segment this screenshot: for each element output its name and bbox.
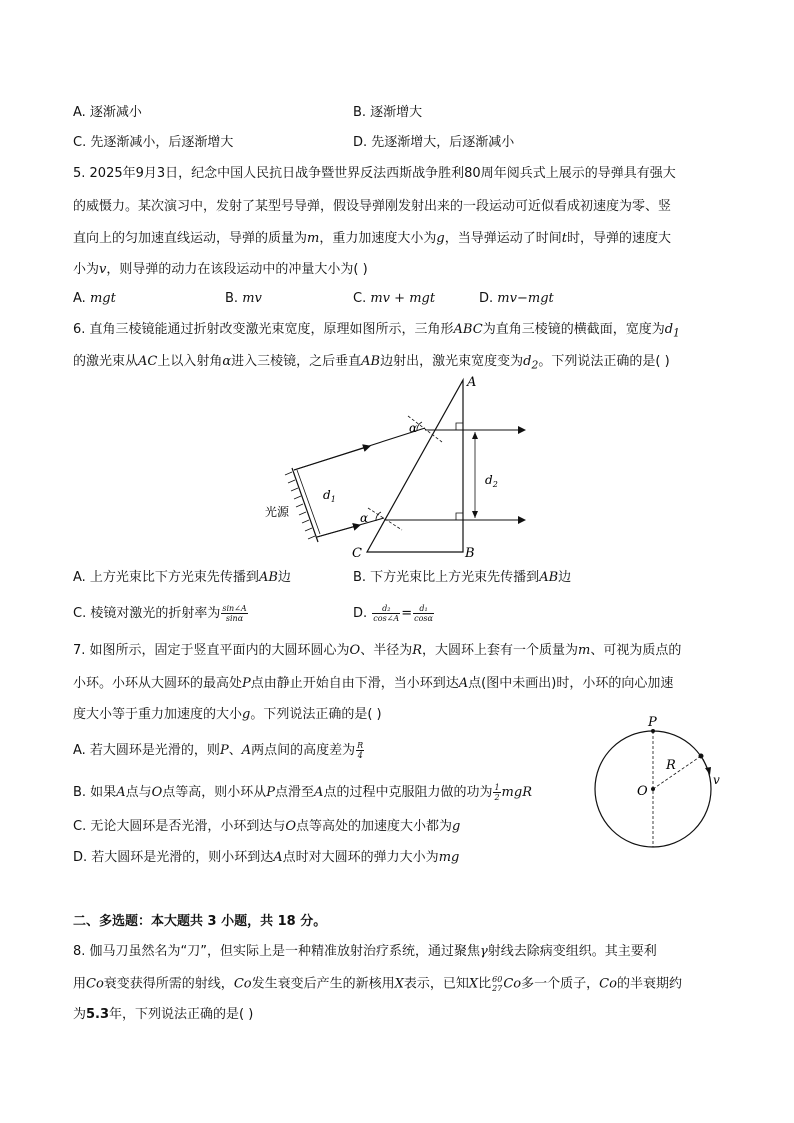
- q8-var: Co: [503, 976, 522, 992]
- q8-text: 用: [73, 976, 87, 992]
- q7-stem-line2: [73, 675, 673, 693]
- q5-var-g: g: [436, 231, 445, 246]
- q6-option-a: [73, 569, 291, 587]
- mass-number: 60: [492, 975, 503, 984]
- q6-var-ab: AB: [258, 570, 278, 585]
- q5-option-a: [73, 290, 116, 308]
- q7-var: R: [412, 643, 423, 658]
- fraction: [372, 604, 400, 623]
- q7-text: 度大小等于重力加速度的大小: [73, 707, 243, 722]
- q6-var-d1: d: [664, 322, 674, 337]
- q5-stem-line2: 的威慑力。某次演习中，发射了某型号导弹，假设导弹刚发射出来的一段运动可近似看成初速度为零、竖: [73, 199, 672, 214]
- fraction-numerator: sin∠A: [222, 604, 247, 613]
- q7-text: 点与: [125, 785, 152, 800]
- q6-var-sub: 1: [673, 326, 680, 340]
- q6-text: B. 下方光束比上方光束先传播到: [353, 570, 540, 585]
- radius-line: [653, 756, 701, 789]
- q8-text: 发生衰变后产生的新核用: [251, 976, 395, 992]
- q8-stem-line1: [73, 943, 657, 961]
- q7-var: O: [151, 785, 163, 800]
- q5-var-v: v: [99, 262, 107, 277]
- upper-right-angle: [456, 423, 463, 430]
- q6-text: 的激光束从: [73, 354, 139, 369]
- q7-stem-line1: [73, 642, 681, 660]
- q7-text: 。下列说法正确的是( ): [250, 707, 382, 722]
- q7-text: 点时对大圆环的弹力大小为: [282, 850, 439, 865]
- q5-stem-line3: [73, 230, 671, 248]
- q7-text: 点等高处的加速度大小都为: [296, 819, 453, 834]
- small-ring: [699, 754, 704, 759]
- q8-var: γ: [480, 944, 488, 959]
- q7-stem-line3: [73, 706, 382, 724]
- q8-text: 比: [478, 976, 492, 992]
- q6-var-ac: AC: [138, 354, 158, 369]
- q7-option-d: [73, 849, 459, 867]
- q7-text: 、: [228, 743, 242, 758]
- vertex-b-label: B: [465, 546, 475, 561]
- q6-text: 边: [558, 570, 572, 585]
- q8-var: Co: [233, 976, 252, 992]
- option-formula: mv−mgt: [497, 291, 554, 306]
- velocity-arrowhead: [705, 767, 711, 775]
- vertex-a-label: A: [467, 375, 477, 390]
- q6-option-b: [353, 569, 571, 587]
- q4-option-a: A. 逐渐减小: [73, 105, 142, 120]
- q6-text: 6. 直角三棱镜能通过折射改变激光束宽度，原理如图所示，三角形: [73, 322, 454, 337]
- lower-alpha-label: α: [360, 511, 369, 525]
- q7-text: 7. 如图所示，固定于竖直平面内的大圆环圆心为: [73, 643, 350, 658]
- q7-var: mgR: [501, 785, 532, 800]
- fraction-denominator: cos∠A: [373, 614, 400, 623]
- q6-text: 。下列说法正确的是( ): [538, 354, 670, 369]
- vertex-c-label: C: [352, 546, 362, 561]
- d2-arrowhead-bottom: [472, 511, 478, 518]
- option-label: B.: [225, 291, 239, 306]
- q5-text: ，则导弹的动力在该段运动中的冲量大小为( ): [106, 262, 368, 277]
- q6-text: 为直角三棱镜的横截面，宽度为: [482, 322, 665, 337]
- fraction-numerator: 1: [494, 783, 500, 792]
- q4-option-c: C. 先逐渐减小，后逐渐增大: [73, 135, 234, 150]
- q6-var-abc: ABC: [453, 322, 483, 337]
- q7-text: 点等高，则小环从: [162, 785, 267, 800]
- q8-text: 的半衰期约: [616, 976, 682, 992]
- q7-text: A. 若大圆环是光滑的，则: [73, 743, 220, 758]
- q7-text: D. 若大圆环是光滑的，则小环到达: [73, 850, 274, 865]
- fraction-numerator: d₁: [413, 604, 434, 614]
- upper-alpha-label: α: [409, 421, 418, 435]
- section-multiple-choice-heading: 二、多选题：本大题共 3 小题，共 18 分。: [73, 914, 327, 929]
- fraction-denominator: 2: [494, 793, 500, 802]
- q5-stem-line1: 5. 2025年9月3日，纪念中国人民抗日战争暨世界反法西斯战争胜利80周年阅兵式上展示的导弹具有强大: [73, 166, 676, 181]
- q5-stem-line4: [73, 261, 368, 279]
- q7-text: 点的过程中克服阻力做的功为: [323, 785, 493, 800]
- q7-option-b: [73, 783, 532, 802]
- q7-text: 、可视为质点的: [590, 643, 682, 658]
- d1-label: $d_1$: [323, 488, 336, 504]
- q6-text: A. 上方光束比下方光束先传播到: [73, 570, 259, 585]
- q7-var: P: [219, 743, 229, 758]
- q8-var: X: [394, 976, 404, 992]
- q8-var: Co: [599, 976, 617, 992]
- q6-option-c: [73, 604, 249, 623]
- q8-text: 为: [73, 1007, 87, 1022]
- q8-text: 8. 伽马刀虽然名为“刀”，但实际上是一种精准放射治疗系统，通过聚焦: [73, 944, 481, 959]
- light-source-hatch: [285, 472, 315, 539]
- q5-option-c: [353, 290, 435, 308]
- q7-var: m: [578, 643, 591, 658]
- fraction: [356, 741, 364, 760]
- fraction-numerator: d₂: [372, 604, 400, 614]
- q7-text: ，大圆环上套有一个质量为: [422, 643, 579, 658]
- q7-var: A: [458, 676, 469, 691]
- q5-text: 小为: [73, 262, 100, 277]
- d2-label: $d_2$: [485, 473, 498, 489]
- q7-var: P: [242, 676, 251, 691]
- velocity-label: v: [713, 773, 720, 787]
- q7-var: mg: [438, 850, 460, 865]
- q6-var-ab: AB: [539, 570, 559, 585]
- q8-text: 年，下列说法正确的是( ): [109, 1007, 254, 1022]
- equals: =: [401, 606, 413, 621]
- fraction-denominator: cosα: [414, 614, 433, 623]
- q4-option-b: B. 逐渐增大: [353, 105, 423, 120]
- q6-var-ab: AB: [361, 354, 381, 369]
- point-p-label: P: [648, 715, 657, 730]
- option-label: A.: [73, 291, 86, 306]
- q7-option-a: [73, 741, 365, 760]
- q8-var: X: [468, 976, 479, 992]
- lower-ray-arrow: [317, 525, 360, 537]
- q7-text: 、半径为: [360, 643, 413, 658]
- light-source-label: 光源: [265, 505, 290, 519]
- q6-text: 边射出，激光束宽度变为: [380, 354, 524, 369]
- center-point: [651, 787, 655, 791]
- q6-text: C. 棱镜对激光的折射率为: [73, 606, 221, 621]
- q7-var: g: [452, 819, 461, 834]
- prism-diagram: [260, 372, 530, 564]
- fraction: [413, 604, 434, 623]
- q7-option-c: [73, 818, 460, 836]
- upper-ray-arrow: [294, 446, 370, 470]
- q8-stem-line3: [73, 1006, 253, 1024]
- fraction-numerator: R: [357, 741, 364, 750]
- q7-text: 点滑至: [275, 785, 315, 800]
- lower-normal: [368, 508, 402, 530]
- q8-var: Co: [86, 976, 104, 992]
- q4-option-d: D. 先逐渐增大，后逐渐减小: [353, 135, 515, 150]
- fraction: [493, 783, 500, 802]
- q8-text: 射线去除病变组织。其主要利: [487, 944, 657, 959]
- option-label: D.: [353, 606, 368, 621]
- q7-text: 两点间的高度差为: [251, 743, 356, 758]
- prism-triangle: [367, 380, 463, 552]
- q8-text: 表示，已知: [403, 976, 469, 992]
- point-o-label: O: [637, 784, 648, 799]
- q7-text: B. 如果: [73, 785, 117, 800]
- q7-text: 点(图中未画出)时，小环的向心加速: [468, 676, 674, 691]
- q7-var: A: [116, 785, 126, 800]
- q7-var: O: [285, 819, 297, 834]
- option-formula: mv: [242, 291, 262, 306]
- q7-text: 点由静止开始自由下滑，当小环到达: [250, 676, 459, 691]
- q5-var-m: m: [307, 231, 320, 246]
- q6-var-d2: d: [523, 354, 532, 369]
- q6-text: 上以入射角: [157, 354, 223, 369]
- option-formula: mgt: [89, 291, 116, 306]
- q7-var: A: [314, 785, 324, 800]
- fraction: [221, 604, 247, 623]
- q8-text: 衰变获得所需的射线，: [103, 976, 234, 992]
- q7-text: 小环。小环从大圆环的最高处: [73, 676, 243, 691]
- q6-text: 边: [277, 570, 291, 585]
- q5-var-t: t: [561, 231, 567, 246]
- q6-option-d: [353, 604, 435, 623]
- option-label: D.: [479, 291, 494, 306]
- q6-text: 进入三棱镜，之后垂直: [231, 354, 362, 369]
- q7-var: O: [349, 643, 361, 658]
- option-label: C.: [353, 291, 367, 306]
- q5-option-d: [479, 290, 554, 308]
- q5-text: ，重力加速度大小为: [319, 231, 437, 246]
- ring-diagram: [588, 712, 728, 852]
- q7-var: A: [241, 743, 252, 758]
- q7-var: A: [273, 850, 283, 865]
- q7-text: C. 无论大圆环是否光滑，小环到达与: [73, 819, 286, 834]
- q6-stem-line1: [73, 321, 680, 343]
- q8-half-life: 5.3: [86, 1007, 110, 1022]
- q5-text: 直向上的匀加速直线运动，导弹的质量为: [73, 231, 308, 246]
- q6-var-sub: 2: [531, 358, 539, 372]
- radius-label: R: [666, 758, 676, 773]
- q8-text: 多一个质子，: [521, 976, 600, 992]
- atomic-number: 27: [492, 984, 503, 993]
- nuclide-notation: [492, 975, 502, 993]
- fraction-denominator: sinα: [225, 614, 244, 623]
- d2-arrowhead-top: [472, 432, 478, 439]
- q5-text: 时，导弹的速度大: [566, 231, 671, 246]
- fraction-denominator: 4: [357, 751, 363, 760]
- d1-dimension: [297, 470, 320, 534]
- q5-text: ，当导弹运动了时间: [444, 231, 562, 246]
- option-formula: mv + mgt: [370, 291, 436, 306]
- lower-right-angle: [456, 513, 463, 520]
- q6-var-alpha: α: [222, 354, 232, 369]
- q7-var: P: [266, 785, 276, 800]
- q5-option-b: [225, 290, 262, 308]
- q8-stem-line2: [73, 975, 682, 994]
- q7-var: g: [242, 707, 251, 722]
